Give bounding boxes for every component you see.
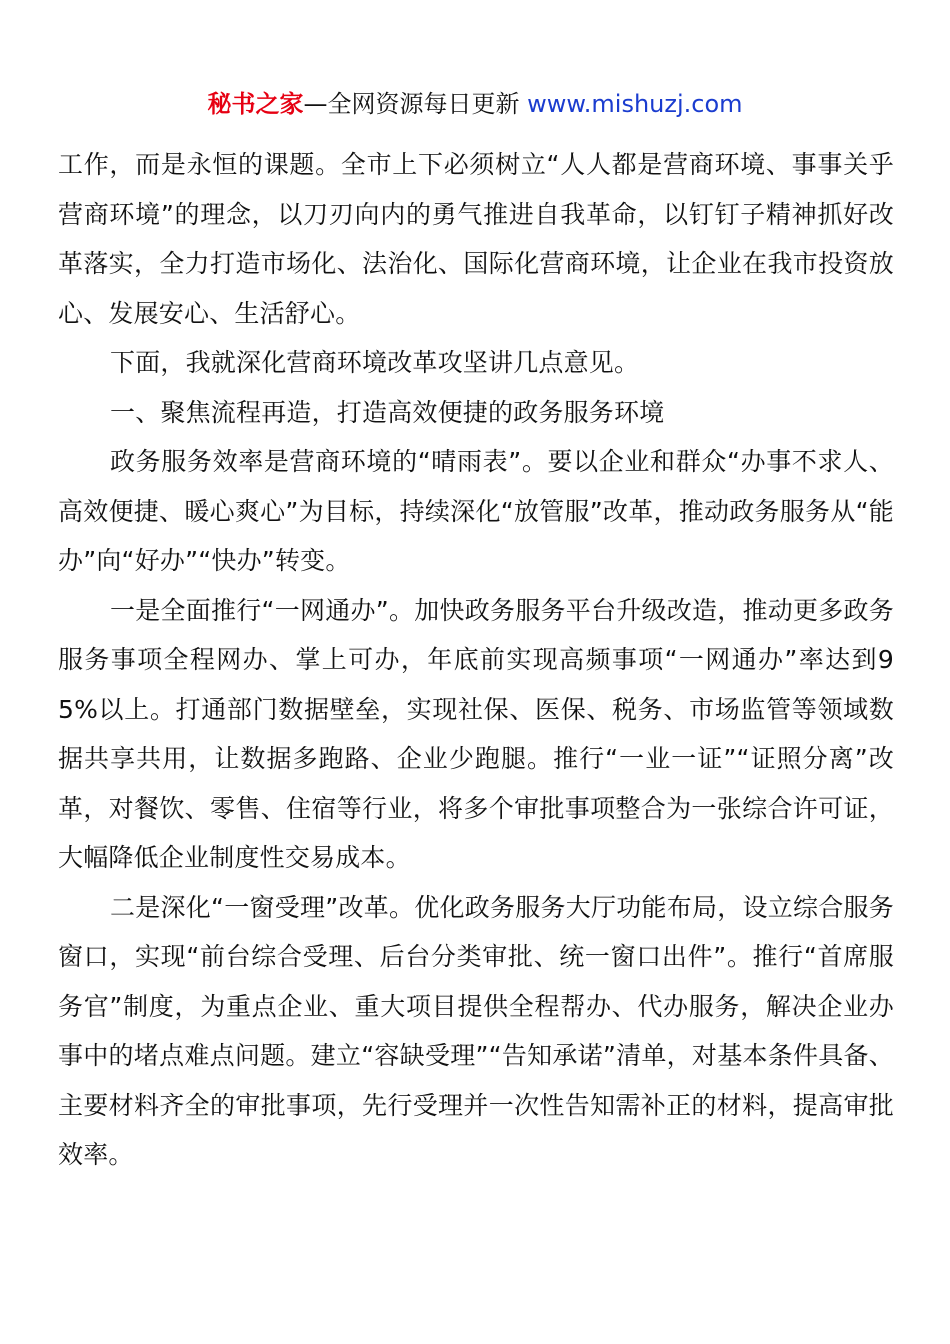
paragraph: 一是全面推行“一网通办”。加快政务服务平台升级改造，推动更多政务服务事项全程网办、掌上可办，年底前实现高频事项“一网通办”率达到95%以上。打通部门数据壁垒，实现社保、医保、税务、市场监管等领域数据共享共用，让数据多跑路、企业少跑腿。推行“一业一证”“证照分离”改革，对餐饮、零售、住宿等行业，将多个审批事项整合为一张综合许可证，大幅降低企业制度性交易成本。 [58, 595, 894, 872]
section-heading: 一、聚焦流程再造，打造高效便捷的政务服务环境 [110, 397, 665, 427]
document-body [58, 140, 894, 1180]
paragraph: 二是深化“一窗受理”改革。优化政务服务大厅功能布局，设立综合服务窗口，实现“前台综合受理、后台分类审批、统一窗口出件”。推行“首席服务官”制度，为重点企业、重大项目提供全程帮办、代办服务，解决企业办事中的堵点难点问题。建立“容缺受理”“告知承诺”清单，对基本条件具备、主要材料齐全的审批事项，先行受理并一次性告知需补正的材料，提高审批效率。 [58, 892, 894, 1169]
site-header [0, 86, 950, 122]
site-brand: 秘书之家 [207, 90, 304, 118]
paragraph: 政务服务效率是营商环境的“晴雨表”。要以企业和群众“办事不求人、高效便捷、暖心爽心”为目标，持续深化“放管服”改革，推动政务服务从“能办”向“好办”“快办”转变。 [58, 447, 894, 575]
site-url-link[interactable]: www.mishuzj.com [527, 90, 743, 118]
paragraph: 工作，而是永恒的课题。全市上下必须树立“人人都是营商环境、事事关乎营商环境”的理念，以刀刃向内的勇气推进自我革命，以钉钉子精神抓好改革落实，全力打造市场化、法治化、国际化营商环境，让企业在我市投资放心、发展安心、生活舒心。 [58, 150, 894, 328]
paragraph: 下面，我就深化营商环境改革攻坚讲几点意见。 [110, 348, 640, 377]
site-tagline: —全网资源每日更新 [303, 90, 528, 118]
